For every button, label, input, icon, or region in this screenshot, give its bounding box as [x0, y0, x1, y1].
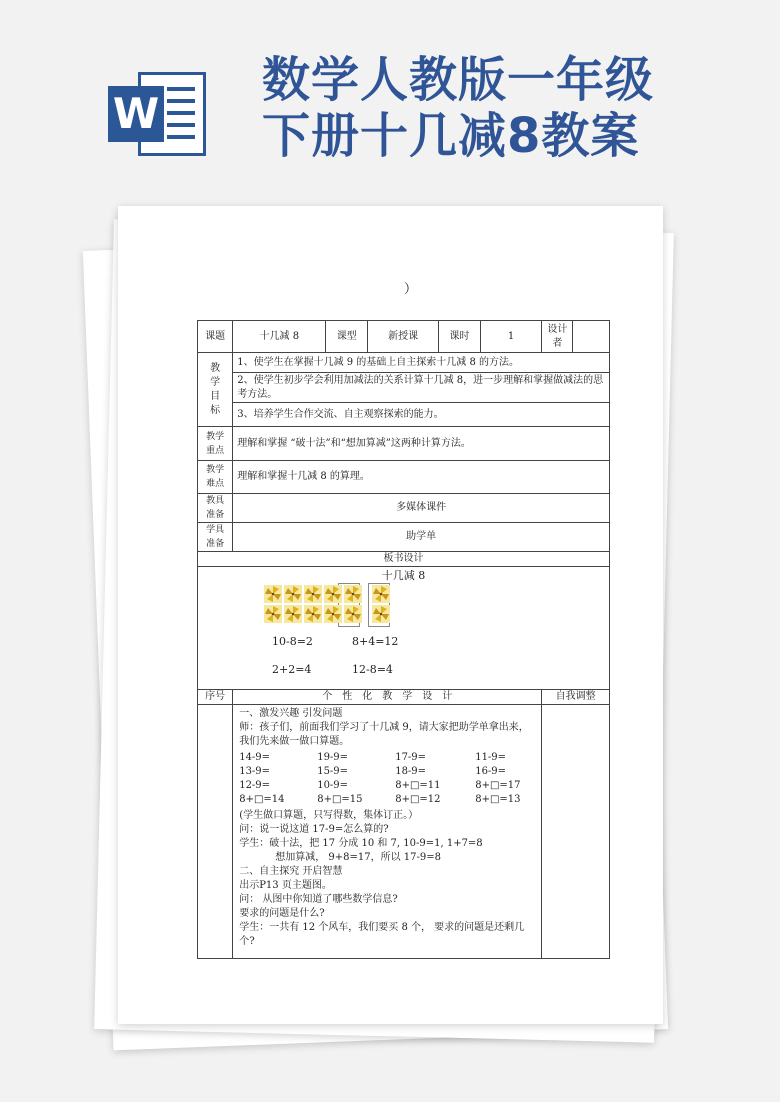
board-label-row [198, 552, 610, 567]
topic-value: 十几减 8 [233, 321, 326, 353]
board-equation-3: 2+2=4 [272, 663, 312, 676]
board-equation-4: 12-8=4 [352, 663, 393, 676]
drill-item: 8+□=11 [395, 780, 441, 791]
pinwheel-icon [372, 585, 390, 603]
board-label: 板书设计 [198, 552, 610, 567]
pinwheel-icon [324, 605, 342, 623]
drill-item: 8+□=13 [475, 794, 521, 805]
objective-row-3 [198, 403, 610, 427]
difficulty-text: 理解和掌握十几减 8 的算理。 [233, 461, 610, 494]
word-letter-badge: W [108, 86, 164, 142]
drill-item: 11-9= [475, 752, 507, 763]
drill-item: 10-9= [317, 780, 349, 791]
pinwheel-icon [372, 605, 390, 623]
drill-item: 12-9= [239, 780, 271, 791]
design-content [233, 705, 542, 959]
answer-3: 学生：一共有 12 个风车，我们要买 8 个， 要求的问题是还剩几个? [239, 922, 525, 947]
topic-label: 课题 [198, 321, 233, 353]
drill-item: 17-9= [395, 752, 427, 763]
drill-item: 13-9= [239, 766, 271, 777]
design-header: 个 性 化 教 学 设 计 [233, 690, 542, 705]
board-row [198, 567, 610, 690]
key-point-row [198, 427, 610, 461]
title-line-2: 下册十几减8教案 [262, 108, 640, 164]
drill-item: 16-9= [475, 766, 507, 777]
question-3: 要求的问题是什么? [239, 908, 325, 919]
design-no-cell [198, 705, 233, 959]
question-1: 问：说一说这道 17-9=怎么算的? [239, 824, 389, 835]
objective-row-1 [198, 353, 610, 373]
board-design [198, 567, 609, 689]
board-title: 十几减 8 [381, 569, 426, 582]
teacher-prep-row [198, 494, 610, 523]
lesson-plan-table [197, 320, 610, 959]
drill-item: 8+□=12 [395, 794, 441, 805]
answer-2: 想加算减， 9+8=17，所以 17-9=8 [275, 852, 441, 863]
board-equation-2: 8+4=12 [352, 635, 399, 648]
type-label: 课型 [326, 321, 368, 353]
pinwheel-icon [324, 585, 342, 603]
pinwheel-icon [264, 585, 282, 603]
student-prep-value: 助学单 [233, 523, 610, 552]
pinwheel-icon [284, 605, 302, 623]
designer-label: 设计者 [542, 321, 573, 353]
key-point-text: 理解和掌握 “破十法”和“想加算减”这两种计算方法。 [233, 427, 610, 461]
pinwheel-icon [304, 605, 322, 623]
pinwheel-icon [264, 605, 282, 623]
teacher-prep-label: 教具准备 [198, 494, 233, 523]
word-app-icon [108, 68, 208, 160]
hours-value: 1 [480, 321, 541, 353]
board-equation-1: 10-8=2 [272, 635, 313, 648]
design-no-header: 序号 [198, 690, 233, 705]
drill-item: 8+□=14 [239, 794, 285, 805]
difficulty-label: 教学难点 [198, 461, 233, 494]
objective-2: 2、使学生初步学会利用加减法的关系计算十几减 8，进一步理解和掌握做减法的思考方法。 [233, 373, 610, 403]
title-line-1: 数学人教版一年级 [262, 52, 655, 108]
pinwheel-icon [304, 585, 322, 603]
type-value: 新授课 [368, 321, 439, 353]
design-header-row [198, 690, 610, 705]
key-point-label: 教学重点 [198, 427, 233, 461]
show-picture: 出示P13 页主题图。 [239, 880, 332, 891]
drill-item: 14-9= [239, 752, 271, 763]
answer-1: 学生：破十法，把 17 分成 10 和 7, 10-9=1, 1+7=8 [239, 838, 483, 849]
adjust-header: 自我调整 [542, 690, 610, 705]
adjust-cell [542, 705, 610, 959]
drill-item: 8+□=15 [317, 794, 363, 805]
design-row [198, 705, 610, 959]
drill-note: (学生做口算题，只写得数，集体订正。） [239, 810, 419, 821]
difficulty-row [198, 461, 610, 494]
drill-item: 19-9= [317, 752, 349, 763]
drill-item: 15-9= [317, 766, 349, 777]
student-prep-row [198, 523, 610, 552]
pinwheel-icon [344, 605, 362, 623]
designer-value [573, 321, 610, 353]
question-2: 问： 从图中你知道了哪些数学信息? [239, 894, 398, 905]
pinwheel-icon [344, 585, 362, 603]
section-1-heading: 一、激发兴趣 引发问题 [239, 708, 343, 719]
student-prep-label: 学具准备 [198, 523, 233, 552]
info-row [198, 321, 610, 353]
pinwheel-icon [284, 585, 302, 603]
teacher-line-1: 师：孩子们，前面我们学习了十几减 9，请大家把助学单拿出来，我们先来做一做口算题。 [239, 722, 529, 747]
objective-3: 3、培养学生合作交流、自主观察探索的能力。 [233, 403, 610, 427]
teacher-prep-value: 多媒体课件 [233, 494, 610, 523]
top-paren: ） [404, 282, 418, 297]
objective-row-2 [198, 373, 610, 403]
drill-item: 18-9= [395, 766, 427, 777]
drill-grid [239, 751, 535, 807]
objectives-label: 教 学 目 标 [198, 353, 233, 427]
section-2-heading: 二、自主探究 开启智慧 [239, 866, 343, 877]
hours-label: 课时 [439, 321, 481, 353]
drill-item: 8+□=17 [475, 780, 521, 791]
page-title [262, 52, 654, 164]
objective-1: 1、使学生在掌握十几减 9 的基础上自主探索十几减 8 的方法。 [233, 353, 610, 373]
